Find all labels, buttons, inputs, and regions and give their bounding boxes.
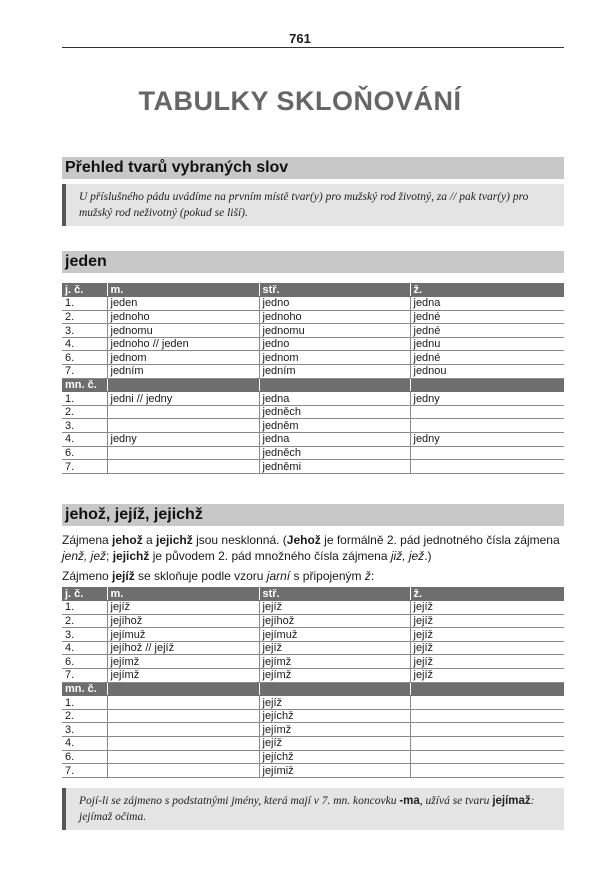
table-cell: [410, 446, 564, 460]
table-cell: j. č.: [62, 587, 107, 601]
table-cell: [107, 419, 259, 433]
table-cell: 4.: [62, 337, 107, 351]
table-cell: jejíchž: [259, 750, 410, 764]
text-run: :: [370, 569, 375, 583]
jejimaz-note: [62, 788, 564, 830]
page-title: TABULKY SKLOŇOVÁNÍ: [138, 86, 462, 116]
table-subheader-row: [62, 378, 564, 392]
table-cell: jejíž: [259, 696, 410, 710]
table-cell: jejímž: [107, 655, 259, 669]
table-row: [62, 750, 564, 764]
table-cell: jedni // jedny: [107, 392, 259, 406]
text-run: a: [142, 533, 157, 547]
table-cell: jednoho: [107, 310, 259, 324]
table-row: [62, 696, 564, 710]
table-cell: [410, 405, 564, 419]
note-line: U příslušného pádu uvádíme na prvním místě tvar(y) pro mužský rod životný, za // pak tvar(y) pro: [79, 191, 529, 203]
table-row: [62, 737, 564, 751]
table-cell: jedny: [107, 433, 259, 447]
table-cell: m.: [107, 283, 259, 297]
table-cell: jejíž: [410, 669, 564, 683]
table-cell: 2.: [62, 709, 107, 723]
section-heading-jeden: [62, 251, 564, 273]
table-subheader-row: [62, 682, 564, 696]
table-cell: jedněm: [259, 419, 410, 433]
bold-run: -ma: [399, 795, 420, 807]
section-heading-overview: [62, 157, 564, 179]
table-cell: [410, 682, 564, 696]
table-cell: jejíhož: [107, 614, 259, 628]
text-run: s připojeným: [290, 569, 365, 583]
table-cell: jejímž: [259, 723, 410, 737]
table-cell: [107, 682, 259, 696]
table-cell: mn. č.: [62, 682, 107, 696]
table-cell: jeden: [107, 297, 259, 311]
paragraph-jehoz-intro: [62, 532, 567, 564]
header-rule: [62, 47, 564, 48]
text-run: je původem 2. pád množného čísla zájmena: [149, 549, 391, 563]
table-cell: jedné: [410, 324, 564, 338]
table-row: [62, 392, 564, 406]
table-row: [62, 641, 564, 655]
table-cell: jejíhož: [259, 614, 410, 628]
table-cell: 7.: [62, 669, 107, 683]
table-cell: [410, 750, 564, 764]
italic-run: již, jež: [390, 549, 425, 563]
table-row: [62, 433, 564, 447]
table-cell: jednomu: [107, 324, 259, 338]
table-cell: jednoho: [259, 310, 410, 324]
table-row: [62, 297, 564, 311]
table-cell: [410, 419, 564, 433]
section-heading-text: jeden: [65, 253, 107, 270]
table-cell: jejíž: [410, 628, 564, 642]
table-row: [62, 365, 564, 379]
table-cell: 7.: [62, 460, 107, 474]
table-cell: jedna: [259, 392, 410, 406]
table-cell: jednou: [410, 365, 564, 379]
table-cell: jejímž: [107, 669, 259, 683]
table-row: [62, 310, 564, 324]
table-row: [62, 460, 564, 474]
table-cell: 1.: [62, 601, 107, 615]
table-cell: j. č.: [62, 283, 107, 297]
table-cell: jejímž: [259, 669, 410, 683]
table-cell: [410, 460, 564, 474]
text-run: , užívá se tvaru: [419, 795, 493, 807]
text-run: ;: [106, 549, 113, 563]
table-cell: 6.: [62, 750, 107, 764]
table-cell: stř.: [259, 283, 410, 297]
table-cell: 3.: [62, 723, 107, 737]
table-cell: jedna: [410, 297, 564, 311]
table-row: [62, 446, 564, 460]
table-cell: jedno: [259, 297, 410, 311]
table-row: [62, 601, 564, 615]
table-cell: 6.: [62, 446, 107, 460]
table-cell: jedna: [259, 433, 410, 447]
table-cell: 2.: [62, 310, 107, 324]
table-row: [62, 351, 564, 365]
table-cell: jejíž: [410, 655, 564, 669]
table-cell: jednom: [259, 351, 410, 365]
table-cell: jejíž: [107, 601, 259, 615]
table-cell: jedné: [410, 351, 564, 365]
table-row: [62, 614, 564, 628]
table-cell: jedno: [259, 337, 410, 351]
bold-run: Jehož: [286, 533, 321, 547]
table-cell: [107, 723, 259, 737]
table-cell: jejímiž: [259, 764, 410, 778]
text-run: Zájmeno: [62, 569, 113, 583]
table-cell: 4.: [62, 641, 107, 655]
table-cell: [107, 405, 259, 419]
text-run: se skloňuje podle vzoru: [134, 569, 267, 583]
declension-table-jeden: [62, 283, 564, 474]
table-row: [62, 723, 564, 737]
note-line: mužský rod neživotný (pokud se liší).: [79, 207, 248, 219]
table-cell: [107, 696, 259, 710]
table-cell: 6.: [62, 351, 107, 365]
table-header-row: [62, 587, 564, 601]
table-cell: jednomu: [259, 324, 410, 338]
text-run: je formálně 2. pád jednotného čísla zájmena: [320, 533, 560, 547]
table-cell: 7.: [62, 365, 107, 379]
text-run: jsou nesklonná. (: [192, 533, 287, 547]
table-cell: 7.: [62, 764, 107, 778]
table-cell: [107, 737, 259, 751]
page-number: 761: [289, 31, 311, 46]
table-cell: [107, 709, 259, 723]
table-cell: [410, 723, 564, 737]
table-row: [62, 669, 564, 683]
table-cell: 2.: [62, 405, 107, 419]
section-heading-text: jehož, jejíž, jejichž: [65, 506, 203, 523]
table-cell: 3.: [62, 628, 107, 642]
bold-run: jejímaž: [492, 795, 531, 807]
table-cell: [107, 764, 259, 778]
table-cell: jejíž: [259, 641, 410, 655]
table-cell: jejíchž: [259, 709, 410, 723]
table-cell: 4.: [62, 737, 107, 751]
paragraph-jejiz-pattern: [62, 568, 567, 584]
text-run: : jejímaž očima.: [79, 795, 535, 823]
table-row: [62, 337, 564, 351]
table-row: [62, 628, 564, 642]
table-row: [62, 405, 564, 419]
text-run: Zájmena: [62, 533, 113, 547]
table-cell: jejíž: [410, 614, 564, 628]
table-cell: jejíž: [259, 737, 410, 751]
bold-run: jehož: [112, 533, 143, 547]
table-cell: [107, 378, 259, 392]
table-cell: jejímuž: [259, 628, 410, 642]
table-cell: jedněch: [259, 405, 410, 419]
table-cell: 3.: [62, 324, 107, 338]
table-cell: [107, 750, 259, 764]
italic-run: ž: [364, 569, 371, 583]
text-run: Pojí-li se zájmeno s podstatnými jmény, která mají v 7. mn. koncovku: [79, 795, 400, 807]
table-cell: jejíž: [259, 601, 410, 615]
table-cell: jednom: [107, 351, 259, 365]
table-cell: jejímž: [259, 655, 410, 669]
table-cell: jedněmi: [259, 460, 410, 474]
table-row: [62, 709, 564, 723]
table-cell: stř.: [259, 587, 410, 601]
table-cell: [410, 696, 564, 710]
table-cell: 1.: [62, 696, 107, 710]
table-cell: 6.: [62, 655, 107, 669]
table-cell: jejíž: [410, 641, 564, 655]
table-cell: jedny: [410, 433, 564, 447]
italic-run: jarní: [266, 569, 291, 583]
table-cell: jednoho // jeden: [107, 337, 259, 351]
bold-run: jejichž: [112, 549, 150, 563]
table-row: [62, 419, 564, 433]
table-header-row: [62, 283, 564, 297]
table-row: [62, 324, 564, 338]
table-cell: mn. č.: [62, 378, 107, 392]
table-cell: [259, 378, 410, 392]
table-cell: [410, 709, 564, 723]
table-cell: [410, 764, 564, 778]
table-cell: [107, 446, 259, 460]
bold-run: jejíž: [112, 569, 135, 583]
overview-note: [62, 184, 564, 226]
table-cell: ž.: [410, 283, 564, 297]
table-cell: jedním: [259, 365, 410, 379]
table-cell: [107, 460, 259, 474]
table-cell: 1.: [62, 297, 107, 311]
table-cell: [410, 737, 564, 751]
table-cell: 2.: [62, 614, 107, 628]
table-cell: 3.: [62, 419, 107, 433]
table-cell: jedny: [410, 392, 564, 406]
table-cell: [259, 682, 410, 696]
table-cell: m.: [107, 587, 259, 601]
declension-table-jejiz: [62, 587, 564, 778]
table-cell: jedné: [410, 310, 564, 324]
table-cell: [410, 378, 564, 392]
text-run: .): [424, 549, 432, 563]
table-cell: 1.: [62, 392, 107, 406]
table-cell: jejíž: [410, 601, 564, 615]
table-cell: jedněch: [259, 446, 410, 460]
table-cell: jednu: [410, 337, 564, 351]
table-cell: 4.: [62, 433, 107, 447]
table-row: [62, 655, 564, 669]
table-cell: jejímuž: [107, 628, 259, 642]
bold-run: jejichž: [156, 533, 193, 547]
table-cell: jejíhož // jejíž: [107, 641, 259, 655]
section-heading-jehoz: [62, 504, 564, 526]
table-cell: jedním: [107, 365, 259, 379]
section-heading-text: Přehled tvarů vybraných slov: [65, 159, 289, 176]
table-cell: ž.: [410, 587, 564, 601]
italic-run: jenž, jež: [62, 549, 107, 563]
table-row: [62, 764, 564, 778]
